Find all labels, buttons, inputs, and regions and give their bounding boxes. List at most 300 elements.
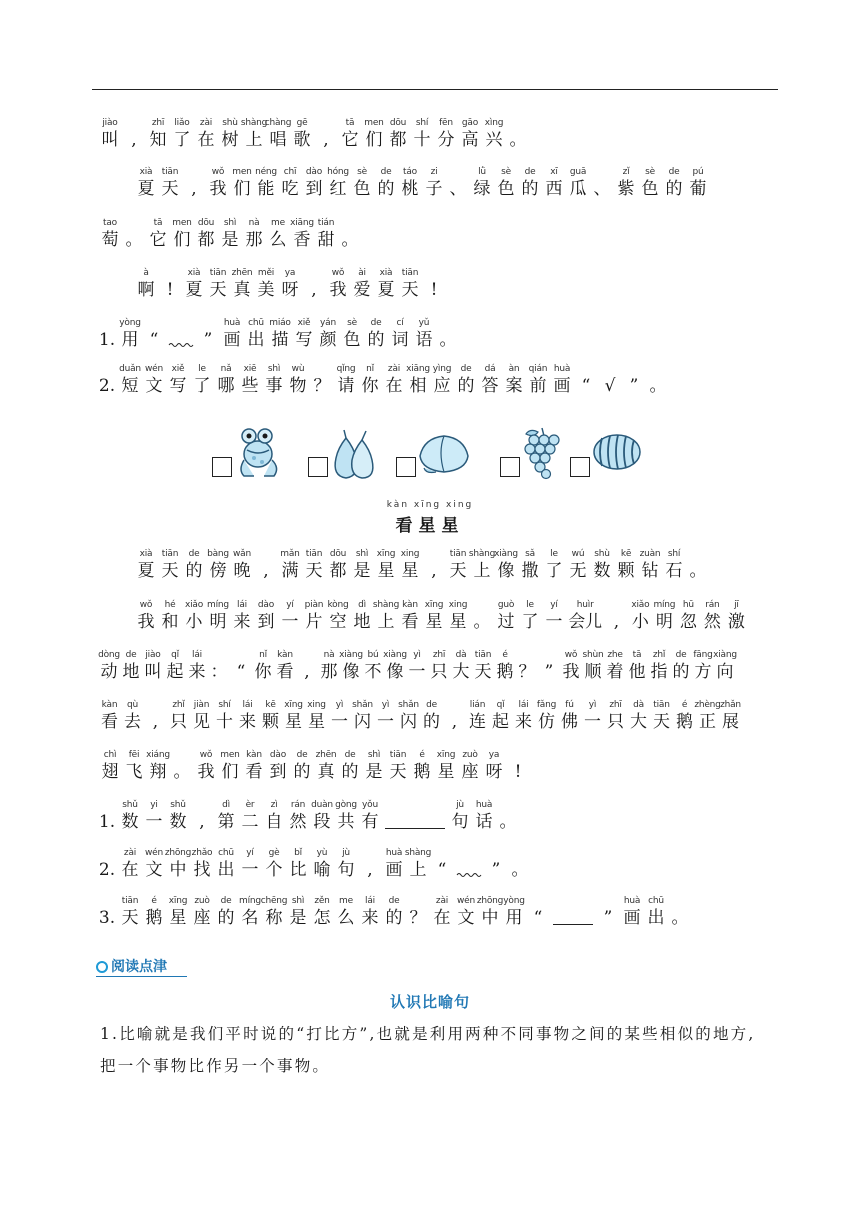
pinyin: gāo [461,118,479,128]
char-cell [574,364,598,397]
pinyin: xiāng [290,218,314,228]
char-cell [686,549,710,582]
pinyin: chì [103,750,117,760]
hanzi: 起 [492,712,509,732]
char-cell [214,848,238,881]
hanzi: 展 [722,712,739,732]
hanzi: 明 [655,612,673,632]
char-cell [252,650,274,683]
hanzi: 像 [497,561,515,581]
char-cell [700,600,724,633]
char-cell [662,167,686,200]
char-cell [262,364,286,397]
hanzi: 紫 [617,179,635,199]
char-cell [266,218,290,251]
char-cell [186,650,208,683]
pinyin: duǎn [119,364,141,374]
header-rule [92,89,778,90]
text-line [98,218,362,251]
char-cell [582,650,604,683]
pinyin: de [426,700,437,710]
answer-box-peach[interactable] [396,457,416,477]
char-cell [254,268,278,301]
hanzi: 天 [209,280,227,300]
pinyin: zhǐ [172,700,185,710]
hanzi: 们 [221,762,239,782]
hanzi: 歌 [293,130,311,150]
punctuation: , [131,130,137,150]
pinyin: ài [358,268,366,278]
pinyin: yí [246,848,254,858]
punctuation: “ [533,908,543,928]
hanzi: 都 [197,230,215,250]
char-cell [422,549,446,582]
char-cell [310,364,334,397]
hanzi: 画 [623,908,641,928]
pinyin: wǒ [211,167,225,177]
punctuation: , [191,179,197,199]
hanzi: 我 [197,762,215,782]
char-cell [238,364,262,397]
char-cell [338,118,362,151]
char-cell [398,600,422,633]
pinyin: dào [305,167,323,177]
char-cell [686,167,710,200]
hanzi: 用 [505,908,523,928]
char-cell [118,896,142,929]
char-cell [146,750,170,783]
punctuation: , [367,860,373,880]
char-cell [518,600,542,633]
hanzi: 的 [665,179,683,199]
pinyin: fāng [693,650,713,660]
pinyin: tiān [389,750,407,760]
hanzi: 是 [365,762,383,782]
char-cell [406,848,430,881]
char-cell [478,896,502,929]
char-cell [305,700,328,733]
hanzi: 我 [329,280,347,300]
char-cell [242,118,266,151]
hanzi: 真 [317,762,335,782]
hanzi: 写 [295,330,313,350]
hanzi: 啊 [137,280,155,300]
char-cell [242,218,266,251]
pinyin: dà [633,700,644,710]
hanzi: 是 [221,230,239,250]
pinyin: jiào [145,650,161,660]
hanzi: 夏 [137,179,155,199]
char-cell [213,700,236,733]
punctuation: ” [491,860,501,880]
pinyin: nǐ [366,364,374,374]
char-cell [470,600,494,633]
char-cell [482,750,506,783]
hanzi: 翅 [101,762,119,782]
char-cell [627,700,650,733]
hanzi: 星 [377,561,395,581]
pinyin: shǎn [352,700,373,710]
char-cell [254,600,278,633]
char-cell [214,896,238,929]
hanzi: 相 [409,376,427,396]
char-cell [230,268,254,301]
hanzi: 天 [305,561,323,581]
char-cell [142,800,166,833]
pinyin: tā [632,650,642,660]
char-cell [286,364,310,397]
char-cell [290,218,314,251]
char-cell [302,167,326,200]
punctuation: “ [437,860,447,880]
pinyin: huà [475,800,493,810]
hanzi: 画 [385,860,403,880]
pinyin: xīng [284,700,303,710]
punctuation: 。 [125,230,143,250]
char-cell [714,650,736,683]
hanzi: 上 [245,130,263,150]
char-cell [338,750,362,783]
char-cell [274,650,296,683]
hanzi: 色 [497,179,515,199]
pinyin: gè [268,848,280,858]
char-cell [238,848,262,881]
char-cell [158,549,182,582]
pinyin: shàng [468,549,496,559]
pinyin: míng [653,600,676,610]
char-cell [406,896,430,929]
hanzi: 天 [121,908,139,928]
pinyin: wǒ [139,600,153,610]
pinyin: guò [497,600,515,610]
hanzi: 第 [217,812,235,832]
char-cell [590,167,614,200]
answer-blank[interactable] [553,907,593,929]
pinyin: zhèng [694,700,721,710]
char-cell [146,218,170,251]
char-cell [550,364,574,397]
char-cell [98,118,122,151]
char-cell [430,896,454,929]
pinyin: shí [415,118,429,128]
char-cell [430,364,454,397]
pinyin: míng [207,600,229,610]
hanzi: 了 [173,130,191,150]
pinyin: yǔ [418,318,430,328]
hanzi: 出 [247,330,265,350]
hanzi: 天 [161,561,179,581]
char-cell [118,364,142,397]
char-cell [412,318,436,351]
char-cell [410,118,434,151]
pinyin: tiān [161,167,179,177]
pinyin: wú [571,549,585,559]
pinyin: men [232,167,252,177]
pinyin: tiān [653,700,670,710]
hanzi: 来 [233,612,251,632]
pinyin: yì [335,700,344,710]
text-line [98,750,530,783]
hanzi: 请 [337,376,355,396]
char-cell [142,650,164,683]
hanzi: 找 [193,860,211,880]
char-cell [454,364,478,397]
hanzi: 的 [457,376,475,396]
punctuation: ! [430,280,438,300]
punctuation: “ [236,662,246,682]
hanzi: 小 [185,612,203,632]
question-number: 1. [98,812,116,832]
char-cell [118,318,142,351]
pinyin: shàng [404,848,432,858]
char-cell [266,750,290,783]
punctuation: “ [581,376,591,396]
char-cell [328,700,351,733]
char-cell [542,167,566,200]
char-cell [266,118,290,151]
pinyin: sè [347,318,357,328]
char-cell [158,600,182,633]
hanzi: 星 [425,612,443,632]
char-cell [230,650,252,683]
pinyin: xiě [297,318,311,328]
char-cell [604,700,627,733]
char-cell [120,650,142,683]
pinyin: de [460,364,472,374]
hanzi: 我 [209,179,227,199]
char-cell [358,848,382,881]
char-cell [170,118,194,151]
answer-blank[interactable] [385,811,445,833]
char-cell [638,167,662,200]
char-cell [230,167,254,200]
hanzi: 答 [481,376,499,396]
hanzi: 共 [337,812,355,832]
pinyin: yí [286,600,294,610]
hanzi: 星 [449,612,467,632]
pinyin: sè [645,167,655,177]
hanzi: 一 [281,612,299,632]
char-cell [443,700,466,733]
pinyin: bàng [207,549,229,559]
pinyin: shǔ [122,800,138,810]
hanzi: 语 [415,330,433,350]
pinyin: zài [435,896,449,906]
question-number: 1. [98,330,116,350]
hanzi: 佛 [561,712,578,732]
hanzi: 鹅 [676,712,693,732]
hanzi: 甜 [317,230,335,250]
hanzi: 西 [545,179,563,199]
pinyin: kàn [101,700,118,710]
char-cell [166,318,196,351]
char-cell [535,700,558,733]
hanzi: 数 [169,812,187,832]
punctuation: 。 [671,908,689,928]
char-cell [566,600,604,633]
hanzi: 你 [361,376,379,396]
pinyin: xīng [436,750,456,760]
char-cell [230,549,254,582]
char-cell [696,700,719,733]
hanzi: 天 [389,762,407,782]
hanzi: 无 [569,561,587,581]
hanzi: 那 [245,230,263,250]
char-cell [386,118,410,151]
punctuation: ： [210,662,228,682]
answer-box-frog[interactable] [212,457,232,477]
question-line [96,800,520,833]
pinyin: qián [528,364,548,374]
char-cell [398,167,422,200]
hanzi: 们 [365,130,383,150]
answer-box-watermelon[interactable] [570,457,590,477]
pinyin: de [296,750,308,760]
pinyin: kàn [277,650,293,660]
char-cell [121,700,144,733]
char-cell [466,700,489,733]
pinyin: qù [126,700,139,710]
pinyin: lián [469,700,486,710]
char-cell [650,700,673,733]
char-cell [489,700,512,733]
hanzi: 空 [329,612,347,632]
char-cell [326,600,350,633]
pinyin: dì [222,800,230,810]
hanzi: 大 [630,712,647,732]
char-cell [310,896,334,929]
pinyin: tao [103,218,117,228]
char-cell [516,650,538,683]
char-cell [242,750,266,783]
char-cell [398,549,422,582]
pinyin: fǎng [536,700,557,710]
pinyin: tiān [474,650,492,660]
answer-box-pear[interactable] [308,457,328,477]
hanzi: 在 [433,908,451,928]
pinyin: míng [239,896,261,906]
char-cell [560,650,582,683]
pinyin: zhēn [231,268,253,278]
char-cell [598,364,622,397]
hanzi: 写 [169,376,187,396]
char-cell [254,549,278,582]
char-cell [194,218,218,251]
picture-choices [212,424,652,484]
punctuation: , [199,812,205,832]
char-cell [118,800,142,833]
char-cell [167,700,190,733]
hanzi: 天 [449,561,467,581]
pinyin: ya [488,750,500,760]
hanzi: 它 [149,230,167,250]
pinyin: dào [257,600,275,610]
punctuation: , [613,612,620,632]
text-line [134,600,748,633]
char-cell [652,600,676,633]
hanzi: 的 [367,330,385,350]
pinyin: lái [365,896,375,906]
hanzi: 兴 [485,130,503,150]
hanzi: 石 [665,561,683,581]
pinyin: yòng [119,318,141,328]
hanzi: 会儿 [568,612,603,632]
pinyin: měi [257,268,275,278]
hanzi: 一 [408,662,426,682]
pinyin: xiàng [339,650,363,660]
hanzi: 满 [281,561,299,581]
char-cell [496,800,520,833]
hanzi: 闪 [354,712,371,732]
char-cell [351,700,374,733]
char-cell [604,650,626,683]
hanzi: 画 [553,376,571,396]
pinyin: sǎ [525,549,535,559]
pinyin: xiáng [146,750,170,760]
pinyin: pú [692,167,704,177]
hanzi: 地 [353,612,371,632]
hanzi: 像 [342,662,360,682]
hanzi: 座 [461,762,479,782]
char-cell [134,600,158,633]
char-cell [506,118,530,151]
hanzi: 看 [245,762,263,782]
hanzi: 的 [341,762,359,782]
char-cell [170,750,194,783]
pinyin: yì [413,650,421,660]
pinyin: chū [248,318,264,328]
pinyin: piàn [304,600,324,610]
hanzi: 晚 [233,561,251,581]
pinyin: zhōng [476,896,504,906]
hanzi: 文 [145,376,163,396]
hanzi: 起 [166,662,184,682]
char-cell [386,750,410,783]
char-cell [508,848,532,881]
char-cell [382,848,406,881]
pinyin: xing [400,549,420,559]
hanzi: 夏 [185,280,203,300]
pinyin: chī [283,167,297,177]
char-cell [384,650,406,683]
hanzi: 的 [293,762,311,782]
text-line [98,118,530,151]
hanzi: 句 [451,812,469,832]
char-cell [190,800,214,833]
char-cell [318,650,340,683]
hanzi: 明 [209,612,227,632]
char-cell [190,896,214,929]
char-cell [146,118,170,151]
char-cell [166,896,190,929]
char-cell [314,750,338,783]
hanzi: 出 [647,908,665,928]
char-cell [374,700,397,733]
hanzi: 然 [289,812,307,832]
hanzi: 指 [650,662,668,682]
char-cell [558,700,581,733]
hanzi: 事 [265,376,283,396]
char-cell [512,700,535,733]
pinyin: de [125,650,137,660]
char-cell [518,167,542,200]
pinyin: néng [255,167,277,177]
char-cell [302,268,326,301]
hanzi: 星 [401,561,419,581]
char-cell [646,364,670,397]
hanzi: 上 [473,561,491,581]
hanzi: 一 [241,860,259,880]
